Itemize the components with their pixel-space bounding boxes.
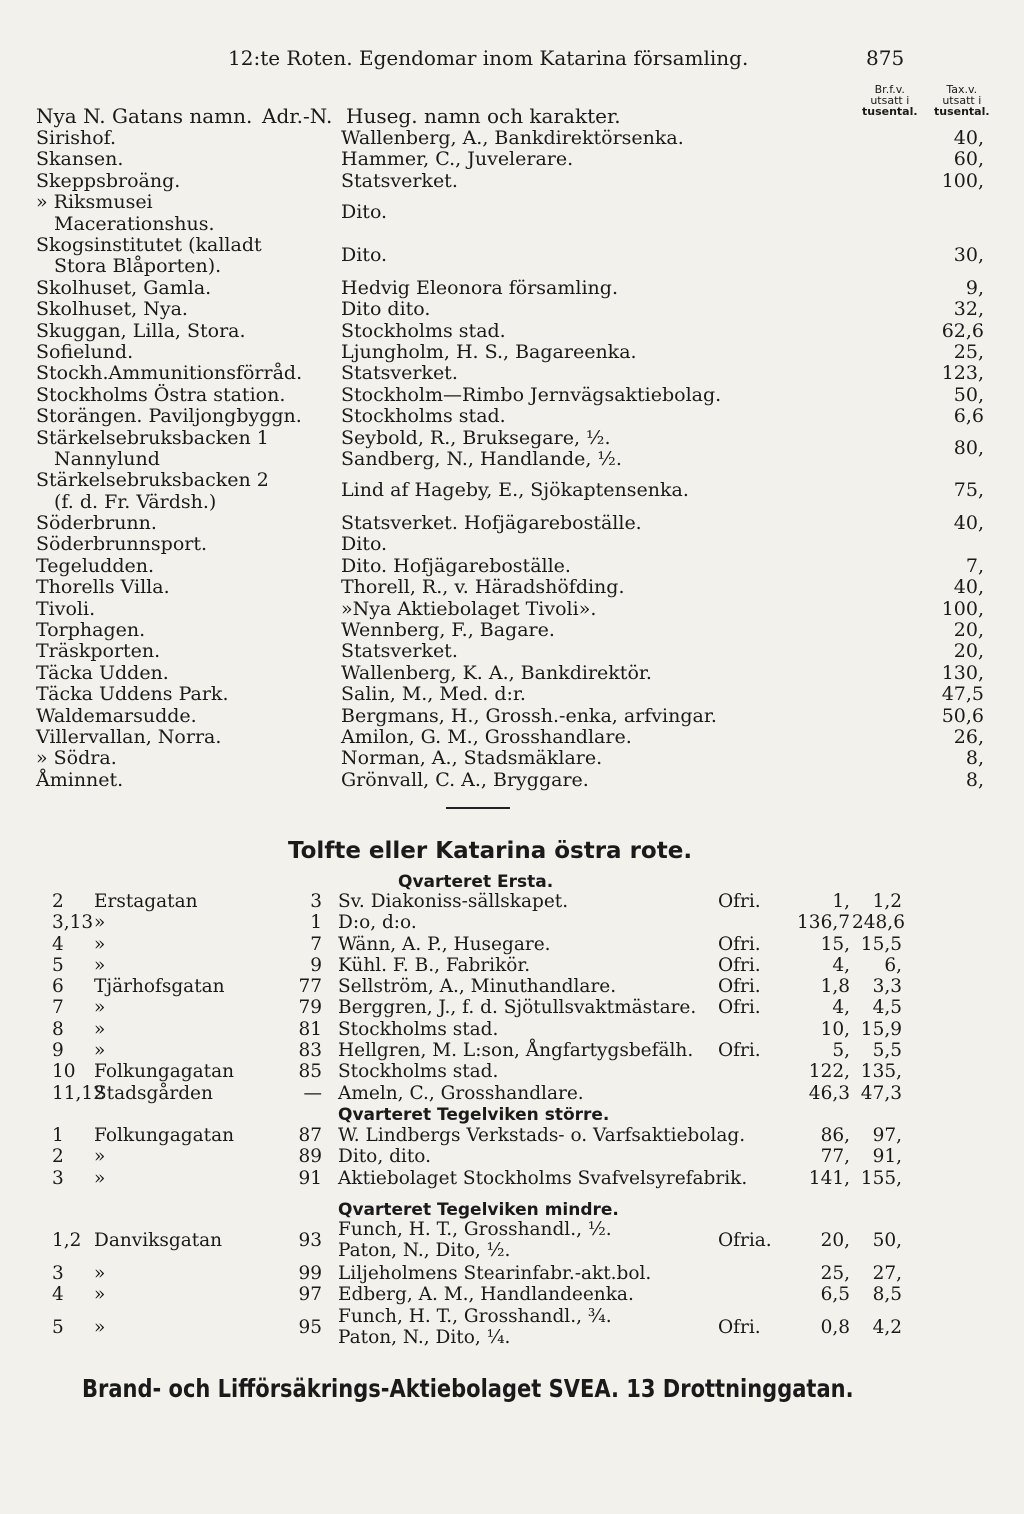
place-name: Täcka Uddens Park.: [36, 683, 229, 706]
quarter-title: Qvarteret Tegelviken större.: [338, 1105, 610, 1125]
lot-number: 6: [52, 976, 64, 998]
owner-name: Liljeholmens Stearinfabr.-akt.bol.: [338, 1263, 652, 1284]
lot-number: 7: [52, 997, 64, 1019]
street-name: »: [94, 1146, 106, 1168]
lot-number: 3,13: [52, 912, 94, 934]
tax-value: 27,: [872, 1263, 902, 1284]
street-name: »: [94, 1018, 106, 1040]
list-item: [36, 428, 984, 471]
list-item: [36, 406, 984, 427]
list-item: [36, 235, 984, 278]
fire-insurance-value: 6,6: [953, 405, 984, 428]
list-item: [36, 363, 984, 384]
street-name: »: [94, 912, 106, 934]
house-number: 87: [298, 1125, 322, 1146]
owner-name: Dito dito.: [341, 298, 431, 321]
list-item: [36, 171, 984, 192]
col-owner-header: Huseg. namn och karakter.: [346, 104, 621, 128]
list-item: [36, 748, 984, 769]
col-address-header: Adr.-N.: [262, 104, 333, 128]
place-name: Skogsinstitutet (kalladt Stora Blåporten).: [36, 233, 262, 278]
street-name: »: [94, 954, 106, 976]
fire-insurance-value: 25,: [953, 340, 984, 363]
street-name: Tjärhofsgatan: [94, 976, 225, 998]
exemption-status: Ofri.: [718, 954, 761, 976]
fire-insurance-value: 26,: [953, 726, 984, 748]
tax-value: 135,: [860, 1061, 902, 1083]
fire-insurance-value: 5,: [832, 1040, 850, 1062]
house-number: 93: [298, 1230, 322, 1251]
fire-insurance-value: 20,: [953, 619, 984, 642]
fire-insurance-value: 62,6: [941, 319, 984, 342]
place-name: Söderbrunnsport.: [36, 533, 208, 556]
house-number: 95: [298, 1316, 322, 1338]
list-item: [36, 149, 984, 170]
street-name: »: [94, 1040, 106, 1062]
owner-name: Dito.: [341, 533, 388, 556]
house-number: 91: [298, 1167, 322, 1189]
lot-number: 1: [52, 1125, 64, 1146]
owner-name: »Nya Aktiebolaget Tivoli».: [341, 597, 597, 620]
table-row: [52, 997, 900, 1018]
owner-name: Stockholms stad.: [338, 1061, 499, 1083]
list-item: [36, 534, 984, 555]
table-row: [52, 891, 900, 912]
section-title: Tolfte eller Katarina östra rote.: [288, 838, 693, 864]
owner-name: Stockholms stad.: [341, 319, 506, 342]
running-head: 12:te Roten. Egendomar inom Katarina församling.: [228, 46, 749, 70]
lot-number: 9: [52, 1040, 64, 1062]
quarter-title: Qvarteret Tegelviken mindre.: [338, 1200, 619, 1220]
owner-name: Wennberg, F., Bagare.: [341, 619, 555, 642]
place-name: Söderbrunn.: [36, 512, 157, 535]
table-row: [52, 1040, 900, 1061]
place-name: Sirishof.: [36, 127, 117, 149]
fire-insurance-value: 141,: [808, 1167, 850, 1189]
place-name: Waldemarsudde.: [36, 704, 197, 727]
col-brf-header: Br.f.v. utsatt i tusental.: [862, 83, 918, 118]
owner-name: Dito.: [341, 201, 388, 224]
exemption-status: Ofri.: [718, 976, 761, 998]
exemption-status: Ofri.: [718, 1040, 761, 1062]
exemption-status: Ofri.: [718, 997, 761, 1019]
quarter-table: [52, 1125, 900, 1189]
owner-name: Thorell, R., v. Häradshöfding.: [341, 576, 625, 599]
lot-number: 11,12: [52, 1082, 105, 1104]
exemption-status: Ofri.: [718, 1316, 761, 1338]
house-number: —: [303, 1082, 322, 1104]
fire-insurance-value: 6,5: [820, 1284, 850, 1306]
place-name: Träskporten.: [36, 640, 161, 663]
fire-insurance-value: 20,: [953, 640, 984, 663]
list-item: [36, 556, 984, 577]
owner-name: Berggren, J., f. d. Sjötullsvaktmästare.: [338, 997, 697, 1019]
list-item: [36, 192, 984, 235]
owner-name: Hellgren, M. L:son, Ångfartygsbefälh.: [338, 1040, 694, 1062]
tax-value: 155,: [860, 1167, 902, 1189]
owner-name: Sellström, A., Minuthandlare.: [338, 976, 617, 998]
fire-insurance-value: 8,: [965, 747, 984, 770]
fire-insurance-value: 9,: [965, 276, 984, 299]
owner-name: Funch, H. T., Grosshandl., ½. Paton, N., Dito, ½.: [338, 1219, 612, 1261]
owner-name: Statsverket. Hofjägareboställe.: [341, 512, 642, 535]
page-number: 875: [866, 46, 905, 70]
table-row: [52, 1263, 900, 1284]
house-number: 97: [298, 1284, 322, 1306]
lot-number: 2: [52, 1146, 64, 1168]
owner-name: Wallenberg, A., Bankdirektörsenka.: [341, 127, 684, 149]
fire-insurance-value: 4,: [832, 997, 850, 1019]
lot-number: 4: [52, 1284, 64, 1306]
place-name: Stockholms Östra station.: [36, 383, 286, 406]
house-number: 81: [298, 1018, 322, 1040]
owner-name: Sv. Diakoniss-sällskapet.: [338, 891, 569, 912]
list-item: [36, 706, 984, 727]
fire-insurance-value: 100,: [941, 169, 984, 192]
fire-insurance-value: 100,: [941, 597, 984, 620]
place-name: Tegeludden.: [36, 554, 155, 577]
owner-name: Bergmans, H., Grossh.-enka, arfvingar.: [341, 704, 717, 727]
lot-number: 5: [52, 1316, 64, 1338]
list-item: [36, 470, 984, 513]
street-name: »: [94, 1316, 106, 1338]
fire-insurance-value: 50,: [953, 383, 984, 406]
tax-value: 8,5: [872, 1284, 902, 1306]
street-name: Danviksgatan: [94, 1230, 223, 1251]
place-name: Sofielund.: [36, 340, 134, 363]
tax-value: 248,6: [852, 912, 905, 934]
owner-name: D:o, d:o.: [338, 912, 417, 934]
place-name: Thorells Villa.: [36, 576, 170, 599]
place-name: Skolhuset, Gamla.: [36, 276, 212, 299]
exemption-status: Ofri.: [718, 933, 761, 955]
tax-value: 97,: [872, 1125, 902, 1146]
owner-name: Lind af Hageby, E., Sjökaptensenka.: [341, 479, 689, 502]
table-row: [52, 1019, 900, 1040]
exemption-status: Ofria.: [718, 1230, 772, 1251]
fire-insurance-value: 86,: [820, 1125, 850, 1146]
lot-number: 10: [52, 1061, 76, 1083]
owner-name: Seybold, R., Bruksegare, ½. Sandberg, N., Handlande, ½.: [341, 426, 622, 470]
place-name: Tivoli.: [36, 597, 96, 620]
table-row: [52, 1125, 900, 1146]
owner-name: Dito. Hofjägareboställe.: [341, 554, 571, 577]
tax-value: 4,5: [872, 997, 902, 1019]
exemption-status: Ofri.: [718, 891, 761, 912]
place-name: Skansen.: [36, 148, 124, 171]
footer-advert: Brand- och Lifförsäkrings-Aktiebolaget SVEA. 13 Drottninggatan.: [82, 1374, 854, 1403]
tax-value: 3,3: [872, 976, 902, 998]
owner-name: Kühl. F. B., Fabrikör.: [338, 954, 531, 976]
owner-name: Stockholms stad.: [341, 405, 506, 428]
fire-insurance-value: 20,: [820, 1230, 850, 1251]
list-item: [36, 321, 984, 342]
house-number: 79: [298, 997, 322, 1019]
place-name: Villervallan, Norra.: [36, 726, 222, 748]
list-item: [36, 513, 984, 534]
tax-value: 1,2: [872, 891, 902, 912]
street-name: Erstagatan: [94, 891, 198, 912]
table-row: [52, 1146, 900, 1167]
house-number: 9: [310, 954, 322, 976]
fire-insurance-value: 122,: [808, 1061, 850, 1083]
tax-value: 50,: [872, 1230, 902, 1251]
house-number: 1: [310, 912, 322, 934]
fire-insurance-value: 75,: [953, 479, 984, 502]
quarter-title: Qvarteret Ersta.: [398, 872, 554, 892]
table-row: [52, 1219, 900, 1263]
house-number: 99: [298, 1263, 322, 1284]
table-row: [52, 1306, 900, 1350]
list-item: [36, 641, 984, 662]
owner-name: Wallenberg, K. A., Bankdirektör.: [341, 661, 652, 684]
place-name: Skuggan, Lilla, Stora.: [36, 319, 246, 342]
quarter-table: [52, 891, 905, 1104]
owner-name: Grönvall, C. A., Bryggare.: [341, 768, 589, 791]
fire-insurance-value: 77,: [820, 1146, 850, 1168]
place-name: » Riksmusei Macerationshus.: [36, 191, 215, 235]
fire-insurance-value: 50,6: [941, 704, 984, 727]
lot-number: 3: [52, 1167, 64, 1189]
owner-name: Stockholms stad.: [338, 1018, 499, 1040]
fire-insurance-value: 15,: [820, 933, 850, 955]
tax-value: 47,3: [860, 1082, 902, 1104]
house-number: 3: [310, 891, 322, 912]
fire-insurance-value: 123,: [941, 362, 984, 385]
owner-name: Wänn, A. P., Husegare.: [338, 933, 551, 955]
fire-insurance-value: 47,5: [941, 683, 984, 706]
place-name: Stärkelsebruksbacken 2 (f. d. Fr. Värdsh.): [36, 469, 269, 513]
tax-value: 91,: [872, 1146, 902, 1168]
col-place-header: Nya N. Gatans namn.: [36, 104, 253, 128]
lot-number: 2: [52, 891, 64, 912]
owner-name: Stockholm—Rimbo Jernvägsaktiebolag.: [341, 383, 722, 406]
fire-insurance-value: 10,: [820, 1018, 850, 1040]
street-name: Folkungagatan: [94, 1061, 235, 1083]
list-item: [36, 128, 984, 149]
table-row: [52, 934, 900, 955]
list-item: [36, 299, 984, 320]
owner-name: Aktiebolaget Stockholms Svafvelsyrefabrik.: [338, 1167, 748, 1189]
house-number: 7: [310, 933, 322, 955]
street-name: Stadsgården: [94, 1082, 213, 1104]
owner-name: Dito.: [341, 243, 388, 266]
table-row: [52, 1083, 900, 1104]
fire-insurance-value: 0,8: [820, 1316, 850, 1338]
place-name: Skolhuset, Nya.: [36, 298, 188, 321]
owner-name: Hedvig Eleonora församling.: [341, 276, 618, 299]
lot-number: 1,2: [52, 1230, 82, 1251]
owner-name: Statsverket.: [341, 640, 458, 663]
table-row: [52, 1284, 900, 1305]
tax-value: 15,5: [860, 933, 902, 955]
owner-name: W. Lindbergs Verkstads- o. Varfsaktiebolag.: [338, 1125, 746, 1146]
list-item: [36, 577, 984, 598]
owner-name: Funch, H. T., Grosshandl., ¾. Paton, N., Dito, ¼.: [338, 1305, 612, 1348]
owner-name: Amilon, G. M., Grosshandlare.: [341, 726, 632, 748]
list-item: [36, 727, 984, 748]
owner-name: Edberg, A. M., Handlandeenka.: [338, 1284, 634, 1306]
lot-number: 4: [52, 933, 64, 955]
list-item: [36, 620, 984, 641]
lot-number: 8: [52, 1018, 64, 1040]
owner-name: Salin, M., Med. d:r.: [341, 683, 526, 706]
owner-name: Statsverket.: [341, 169, 458, 192]
street-name: »: [94, 1167, 106, 1189]
place-name: Åminnet.: [36, 768, 124, 791]
fire-insurance-value: 25,: [820, 1263, 850, 1284]
fire-insurance-value: 4,: [832, 954, 850, 976]
street-name: »: [94, 1263, 106, 1284]
house-number: 85: [298, 1061, 322, 1083]
tax-value: 5,5: [872, 1040, 902, 1062]
street-name: »: [94, 997, 106, 1019]
owner-name: Ameln, C., Grosshandlare.: [338, 1082, 584, 1104]
table-row: [52, 976, 900, 997]
fire-insurance-value: 40,: [953, 576, 984, 599]
fire-insurance-value: 60,: [953, 148, 984, 171]
owner-name: Hammer, C., Juvelerare.: [341, 148, 574, 171]
fire-insurance-value: 8,: [965, 768, 984, 791]
owner-name: Ljungholm, H. S., Bagareenka.: [341, 340, 637, 363]
fire-insurance-value: 46,3: [808, 1082, 850, 1104]
list-item: [36, 684, 984, 705]
house-number: 83: [298, 1040, 322, 1062]
table-row: [52, 1168, 900, 1189]
fire-insurance-value: 32,: [953, 298, 984, 321]
place-name: Täcka Udden.: [36, 661, 169, 684]
list-item: [36, 663, 984, 684]
fire-insurance-value: 1,: [832, 891, 850, 912]
list-item: [36, 278, 984, 299]
list-item: [36, 599, 984, 620]
table-row: [52, 912, 905, 934]
list-item: [36, 770, 984, 791]
list-item: [36, 385, 984, 406]
table-row: [52, 1061, 900, 1082]
owner-name: Statsverket.: [341, 362, 458, 385]
fire-insurance-value: 130,: [941, 661, 984, 684]
tax-value: 4,2: [872, 1316, 902, 1338]
fire-insurance-value: 40,: [953, 512, 984, 535]
property-list: [36, 128, 984, 791]
place-name: » Södra.: [36, 747, 117, 770]
place-name: Stockh.Ammunitionsförråd.: [36, 362, 303, 385]
lot-number: 5: [52, 954, 64, 976]
table-row: [52, 955, 900, 976]
street-name: Folkungagatan: [94, 1125, 235, 1146]
fire-insurance-value: 7,: [965, 554, 984, 577]
tax-value: 6,: [884, 954, 902, 976]
quarter-table: [52, 1219, 900, 1350]
place-name: Skeppsbroäng.: [36, 169, 181, 192]
fire-insurance-value: 40,: [953, 127, 984, 149]
owner-name: Norman, A., Stadsmäklare.: [341, 747, 603, 770]
place-name: Stärkelsebruksbacken 1 Nannylund: [36, 426, 269, 470]
section-divider: [446, 807, 510, 809]
tax-value: 15,9: [860, 1018, 902, 1040]
fire-insurance-value: 80,: [953, 436, 984, 459]
fire-insurance-value: 1,8: [820, 976, 850, 998]
place-name: Torphagen.: [36, 619, 146, 642]
fire-insurance-value: 136,7: [797, 912, 850, 934]
lot-number: 3: [52, 1263, 64, 1284]
fire-insurance-value: 30,: [953, 243, 984, 266]
place-name: Storängen. Paviljongbyggn.: [36, 405, 302, 428]
house-number: 77: [298, 976, 322, 998]
street-name: »: [94, 1284, 106, 1306]
street-name: »: [94, 933, 106, 955]
list-item: [36, 342, 984, 363]
col-tax-header: Tax.v. utsatt i tusental.: [934, 83, 990, 118]
house-number: 89: [298, 1146, 322, 1168]
owner-name: Dito, dito.: [338, 1146, 431, 1168]
